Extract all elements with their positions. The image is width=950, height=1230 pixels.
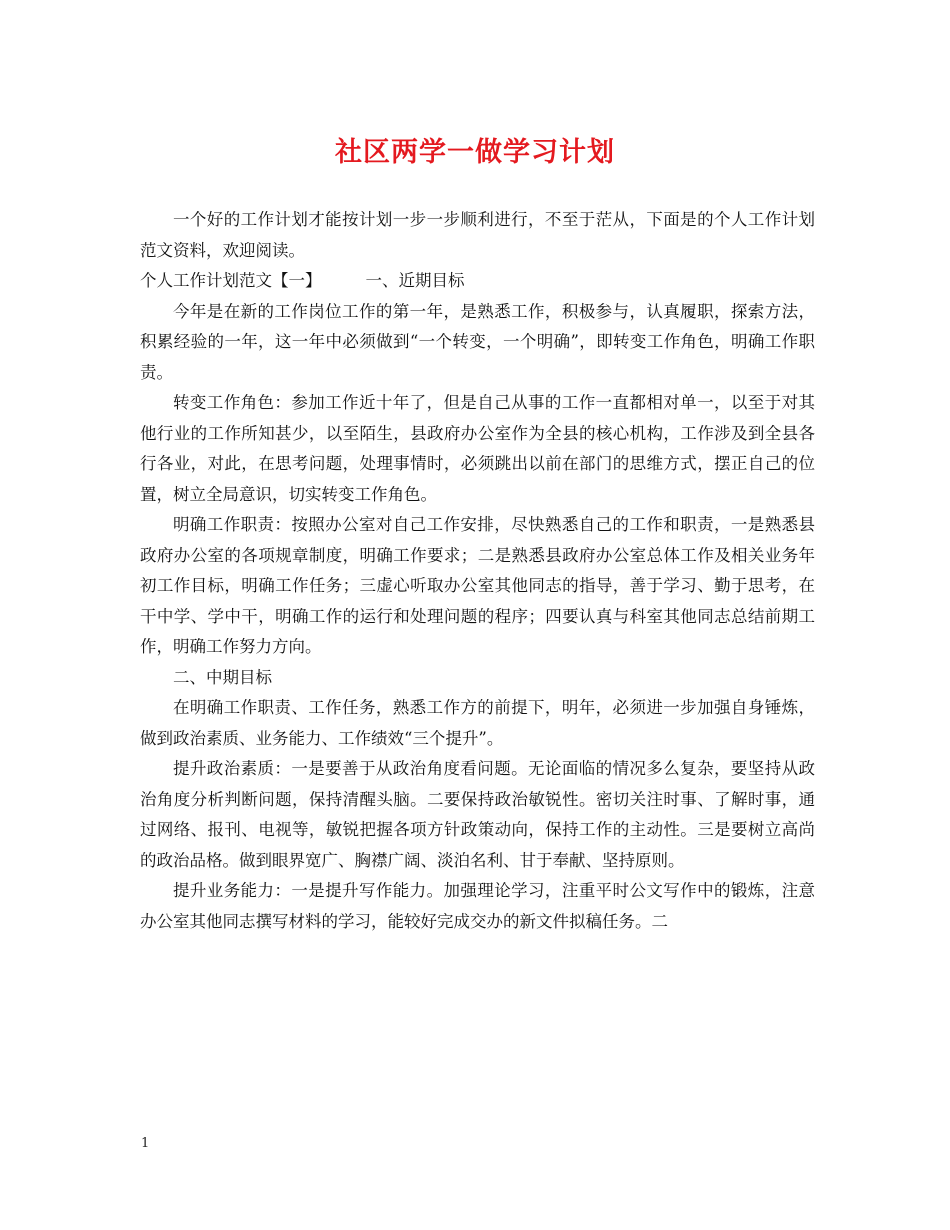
page-number: 1	[141, 1136, 150, 1151]
paragraph-political-quality: 提升政治素质：一是要善于从政治角度看问题。无论面临的情况多么复杂，要坚持从政治角度分析判断问题，保持清醒头脑。二要保持政治敏锐性。密切关注时事、了解时事，通过网络、报刊、电视等，敏锐把握各项方针政策动向，保持工作的主动性。三是要树立高尚的政治品格。做到眼界宽广、胸襟广阔、淡泊名利、甘于奉献、坚持原则。	[140, 759, 815, 870]
paragraph-role-change: 转变工作角色：参加工作近十年了，但是自己从事的工作一直都相对单一，以至于对其他行业的工作所知甚少，以至陌生，县政府办公室作为全县的核心机构，工作涉及到全县各行各业，对此，在思考问题，处理事情时，必须跳出以前在部门的思维方式，摆正自己的位置，树立全局意识，切实转变工作角色。	[140, 393, 815, 504]
section-item: 一、近期目标	[365, 271, 465, 290]
paragraph-first-year: 今年是在新的工作岗位工作的第一年，是熟悉工作，积极参与，认真履职，探索方法，积累经验的一年，这一年中必须做到“一个转变，一个明确”，即转变工作角色，明确工作职责。	[140, 301, 815, 382]
paragraph-duties: 明确工作职责：按照办公室对自己工作安排，尽快熟悉自己的工作和职责，一是熟悉县政府办公室的各项规章制度，明确工作要求；二是熟悉县政府办公室总体工作及相关业务年初工作目标，明确工作任务；三虚心听取办公室其他同志的指导，善于学习、勤于思考，在干中学、学中干，明确工作的运行和处理问题的程序；四要认真与科室其他同志总结前期工作，明确工作努力方向。	[140, 515, 815, 656]
document-title: 社区两学一做学习计划	[335, 137, 615, 168]
document-body	[140, 205, 815, 937]
paragraph-business-ability: 提升业务能力：一是提升写作能力。加强理论学习，注重平时公文写作中的锻炼，注意办公室其他同志撰写材料的学习，能较好完成交办的新文件拟稿任务。二	[140, 881, 815, 931]
paragraph-three-improvements: 在明确工作职责、工作任务，熟悉工作方的前提下，明年，必须进一步加强自身锤炼，做到政治素质、业务能力、工作绩效“三个提升”。	[140, 698, 815, 748]
section-label: 个人工作计划范文【一】	[140, 271, 322, 290]
section-heading	[140, 266, 815, 297]
subheading-mid-term: 二、中期目标	[173, 667, 272, 687]
intro-paragraph: 一个好的工作计划才能按计划一步一步顺利进行，不至于茫从，下面是的个人工作计划范文资料，欢迎阅读。	[140, 210, 815, 260]
